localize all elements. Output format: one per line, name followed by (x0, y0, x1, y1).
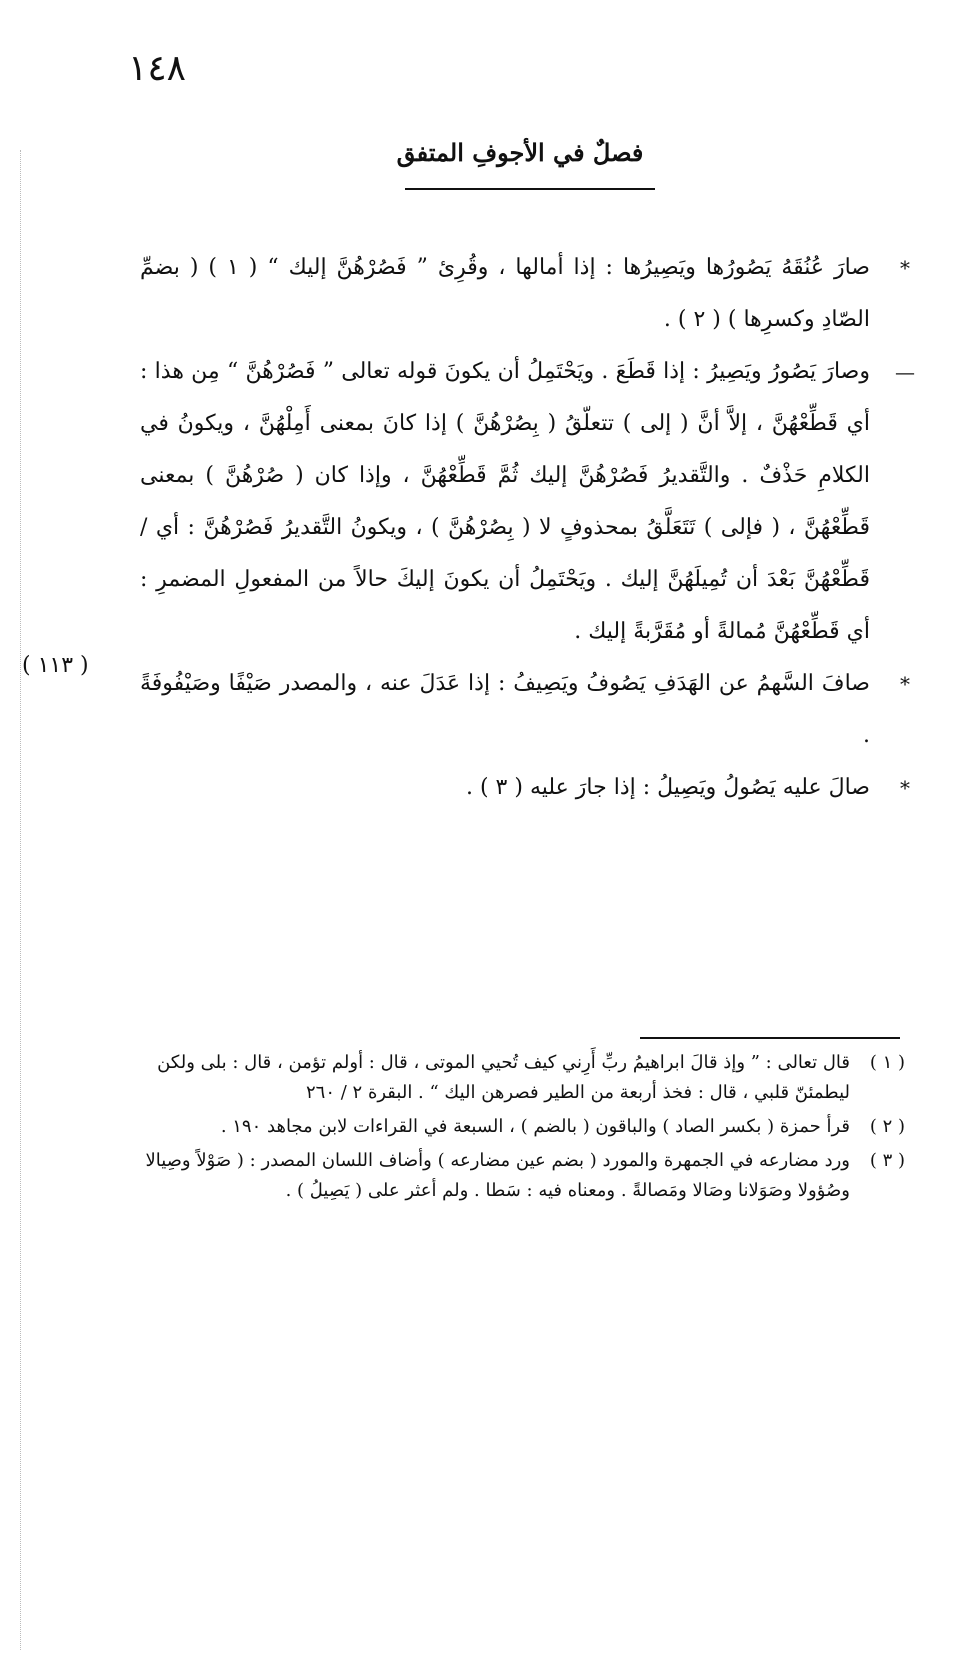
entry-sara-yasuru (140, 346, 915, 658)
entry-safa (140, 658, 910, 762)
entry-text: وصارَ يَصُورُ ويَصِيرُ : إذا قَطَعَ . ويَحْتَمِلُ أن يكونَ قوله تعالى ” فَصُرْهُنَّ “ مِن هذا : أي قَطِّعْهُنَّ ، إلاَّ أنَّ ( إلى ) تتعلّقُ ( بِصُرْهُنَّ ) إذا كانَ بمعنى أَمِلْهُنَّ ، ويكونُ في الكلامِ حَذْفٌ . والتَّقديرُ فَصُرْهُنَّ إليك ثُمَّ قَطِّعْهُنَّ ، وإذا كان ( صُرْهُنَّ ) بمعنى قَطِّعْهُنَّ ، ( فإلى ) تَتَعَلَّقُ بمحذوفٍ لا ( بِصُرْهُنَّ ) ، ويكونُ التَّقديرُ فَصُرْهُنَّ : أي / قَطِّعْهُنَّ بَعْدَ أن تُمِيلَهُنَّ إليك . ويَحْتَمِلُ أن يكونَ إليكَ حالاً من المفعولِ المضمرِ : أي قَطِّعْهُنَّ مُمالةً أو مُقَرَّبةً إليك . (140, 359, 870, 644)
entry-marker: * (900, 672, 910, 696)
chapter-title: فصلٌ في الأجوفِ المتفق (396, 138, 644, 167)
entry-marker: — (895, 360, 915, 384)
footnote-separator (640, 1037, 900, 1039)
footnote (135, 1048, 905, 1108)
binding-margin-line (20, 150, 21, 1650)
title-underline (405, 188, 655, 190)
entry-marker: * (900, 256, 910, 280)
entry-text: صافَ السَّهمُ عن الهَدَفِ يَصُوفُ ويَصِيفُ : إذا عَدَلَ عنه ، والمصدر صَيْفًا وصَيْفُوفَةً . (140, 671, 870, 748)
page-number: ١٤٨ (128, 48, 187, 89)
footnote-text: قرأ حمزة ( بكسر الصاد ) والباقون ( بالضم ) ، السبعة في القراءات لابن مجاهد ١٩٠ . (220, 1116, 850, 1137)
footnote-number: ( ١ ) (869, 1052, 905, 1073)
main-text (140, 242, 915, 814)
manuscript-folio-note: ( ١١٣ ) (22, 653, 89, 678)
entry-sala (140, 762, 910, 814)
footnote-text: ورد مضارعه في الجمهرة والمورد ( بضم عين مضارعه ) وأضاف اللسان المصدر : ( صَوْلاً وصِيالا وصُؤولا وصَوَلانا وصَالا ومَصالةً . ومعناه فيه : سَطا . ولم أعثر على ( يَصِيلُ ) . (145, 1150, 850, 1201)
footnote-number: ( ٣ ) (869, 1150, 905, 1171)
entry-text: صارَ عُنُقَهُ يَصُورُها ويَصِيرُها : إذا أمالها ، وقُرِئ ” فَصُرْهُنَّ إليك “ ( ١ ) ( بضمِّ الصّادِ وكسرِها ) ( ٢ ) . (140, 255, 870, 332)
entry-marker: * (900, 776, 910, 800)
footnote (135, 1112, 905, 1142)
entry-text: صالَ عليه يَصُولُ ويَصِيلُ : إذا جارَ عليه ( ٣ ) . (465, 775, 870, 800)
footnote-number: ( ٢ ) (869, 1116, 905, 1137)
footnote (135, 1146, 905, 1206)
entry-sara-unuqahu (140, 242, 910, 346)
footnote-text: قال تعالى : ” وإذ قالَ ابراهيمُ ربِّ أَرِني كيف تُحيي الموتى ، قال : أولم تؤمن ، قال : بلى ولكن ليطمئنّ قلبي ، قال : فخذ أربعة من الطير فصرهن اليك “ . البقرة ٢ / ٢٦٠ (157, 1052, 850, 1103)
footnotes (135, 1048, 905, 1210)
